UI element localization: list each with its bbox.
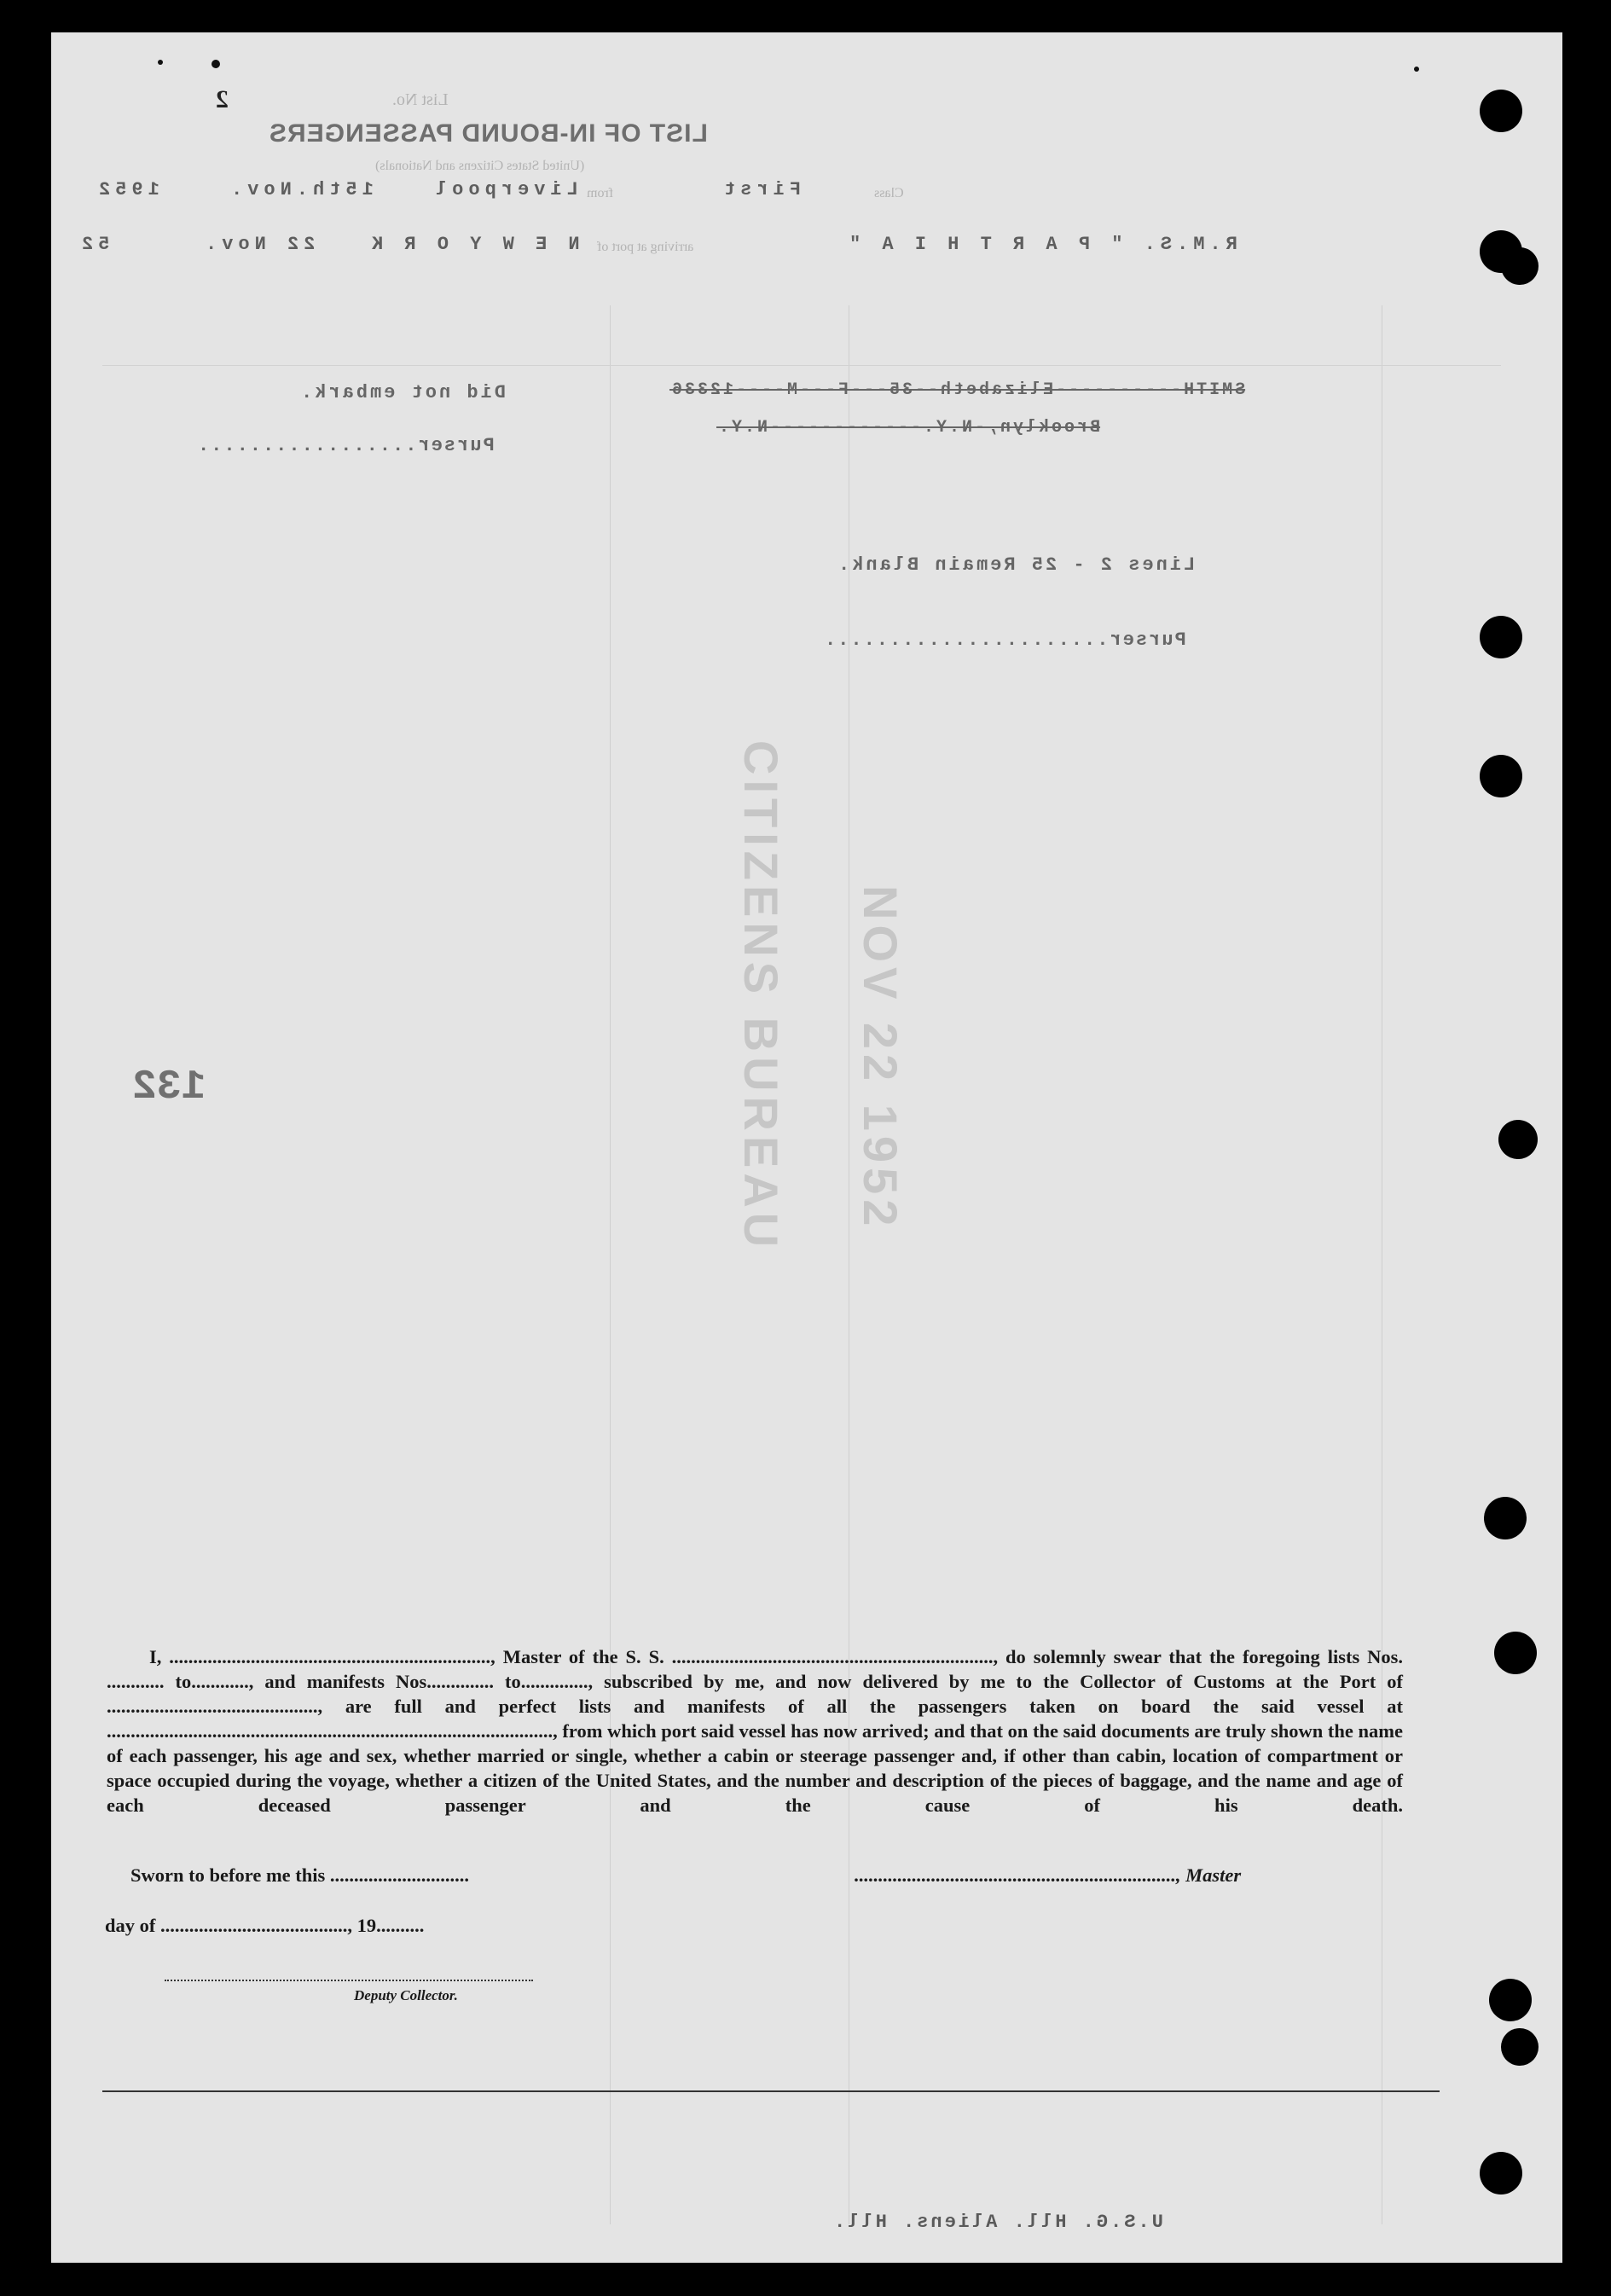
deputy-collector-signature-line — [165, 1980, 533, 1981]
purser-signature-1: Purser................. — [196, 435, 495, 456]
binder-hole — [1501, 2028, 1539, 2066]
binder-hole — [1480, 90, 1522, 132]
sworn-before-line: Sworn to before me this ............................. — [130, 1864, 470, 1886]
manifest-page — [51, 32, 1562, 2263]
binder-hole — [1480, 755, 1522, 797]
binder-hole — [1480, 2152, 1522, 2195]
scan-speck — [158, 60, 163, 65]
header-rule — [102, 365, 1501, 366]
departure-date: 15th.Nov. — [226, 179, 374, 200]
master-signature-line: ..................................................................., Master — [855, 1864, 1242, 1886]
binder-hole — [1501, 247, 1539, 285]
deputy-collector-label: Deputy Collector. — [354, 1987, 458, 2003]
binder-hole — [1489, 1979, 1532, 2021]
binder-hole — [1498, 1120, 1538, 1159]
binder-hole — [1480, 616, 1522, 658]
passenger-entry: SMITH----------Elizabeth--35---F---M----12336 — [669, 380, 1246, 400]
arrival-port: N E W Y O R K — [367, 234, 580, 255]
citizens-bureau-stamp: CITIZENS BUREAU — [734, 740, 788, 1253]
day-of-line: day of ......................................., 19.......... — [105, 1915, 425, 1936]
manifest-title: LIST OF IN-BOUND PASSENGERS — [269, 119, 708, 148]
binder-hole — [1484, 1497, 1527, 1539]
vessel-name: R.M.S. " P A R T H I A " — [844, 234, 1237, 255]
scan-speck — [212, 60, 220, 68]
purser-signature-2: Purser...................... — [823, 629, 1186, 651]
page-number: 132 — [132, 1064, 206, 1110]
class-label: Class — [874, 186, 904, 200]
departure-port: Liverpool — [431, 179, 578, 200]
scan-speck — [1414, 67, 1419, 72]
lines-blank-note: Lines 2 - 25 Remain Blank. — [836, 554, 1196, 576]
manifest-subtitle: (United States Citizens and Nationals) — [375, 159, 585, 173]
oath-text: I, ..................................................................., Master of the S. S. ..................................................................., do solemnly swear that the foregoing lists Nos. ............ to............, and manifests Nos.............. to.............., subscribed by me, and now delivered by me to the Collector of Customs at the Port of ............................................, are full and perfect lists and manifests of all the passengers taken on board the said vessel at ............................................................................................., from which port said vessel has now arrived; and that on the said documents are truly shown the name of each passenger, his age and sex, whether married or single, whether a cabin or steerage passenger and, if other than cabin, location of compartment or space occupied during the voyage, whether a citizen of the United States, and the number and description of the pieces of baggage, and the name and age of each deceased passenger and the cause of his death. — [107, 1646, 1403, 1816]
arriving-label: arriving at port of — [597, 240, 694, 254]
list-no-value: 2 — [216, 85, 229, 113]
binder-hole — [1494, 1632, 1537, 1674]
departure-year: 1952 — [94, 179, 159, 200]
arrival-year: 52 — [77, 234, 110, 255]
from-label: from — [587, 186, 614, 200]
class-value: First — [719, 179, 802, 200]
footer-form-number: U.S.G. Hll. Aliens. Hll. — [832, 2212, 1163, 2233]
list-no-label: List No. — [392, 90, 449, 109]
date-stamp: NOV 22 1952 — [854, 885, 907, 1232]
bottom-rule — [102, 2090, 1440, 2092]
oath-paragraph — [107, 1644, 1403, 1818]
column-rule — [610, 305, 611, 2224]
passenger-address: Brooklyn,-N.Y.------------N.Y. — [716, 418, 1101, 438]
did-not-embark-note: Did not embark. — [298, 382, 507, 403]
arrival-date: 22 Nov. — [200, 234, 316, 255]
